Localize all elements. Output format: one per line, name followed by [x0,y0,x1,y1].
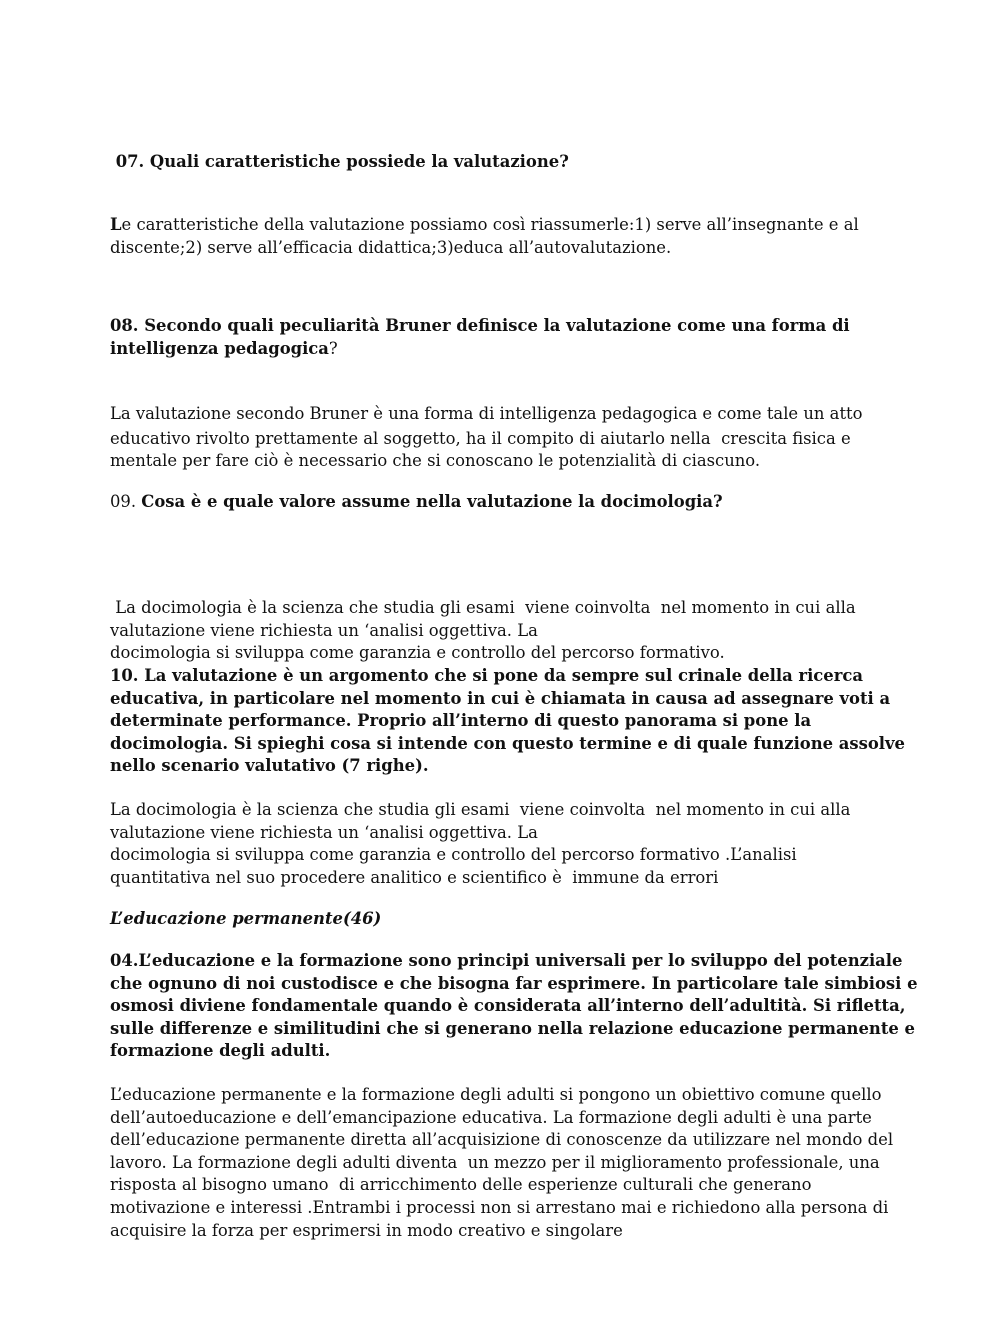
answer-10-line: valutazione viene richiesta un ‘analisi oggettiva. La [110,822,538,842]
question-04-line: 04.L’educazione e la formazione sono principi universali per lo sviluppo del potenziale [110,951,903,970]
question-08-mark: ? [328,338,338,358]
section-heading [110,908,900,931]
question-07 [110,151,900,174]
answer-09-line: valutazione viene richiesta un ‘analisi oggettiva. La [110,620,538,640]
answer-09-line: La docimologia è la scienza che studia gli esami viene coinvolta nel momento in cui alla [110,598,856,617]
question-10-line: docimologia. Si spieghi cosa si intende con questo termine e di quale funzione assolve [110,733,905,753]
section-heading-text: L’educazione permanente(46) [110,909,382,928]
question-04-line: formazione degli adulti. [110,1041,331,1061]
answer-04-line: lavoro. La formazione degli adulti diventa un mezzo per il miglioramento professionale, una [110,1152,880,1172]
answer-10-line: docimologia si sviluppa come garanzia e controllo del percorso formativo .L’analisi [110,845,797,865]
answer-07-line-2: discente;2) serve all’efficacia didattica;3)educa all’autovalutazione. [110,237,672,257]
question-10-line: determinate performance. Proprio all’interno di questo panorama si pone la [110,711,812,731]
answer-10-line: quantitativa nel suo procedere analitico e scientifico è immune da errori [110,867,719,887]
question-08-line-2 [110,338,900,361]
question-10 [110,665,905,778]
answer-08-line: mentale per fare ciò è necessario che si conoscano le potenzialità di ciascuno. [110,451,761,471]
answer-04-line: dell’educazione permanente diretta all’acquisizione di conoscenze da utilizzare nel mondo del [110,1130,894,1150]
question-09-text: Cosa è e quale valore assume nella valutazione la docimologia? [141,492,723,511]
question-10-line: nello scenario valutativo (7 righe). [110,756,429,776]
answer-09-line: docimologia si sviluppa come garanzia e controllo del percorso formativo. [110,643,725,663]
question-10-line: educativa, in particolare nel momento in cui è chiamata in causa ad assegnare voti a [110,688,891,708]
answer-09 [110,597,900,665]
question-07-text: 07. Quali caratteristiche possiede la valutazione? [110,152,569,171]
answer-04-line: dell’autoeducazione e dell’emancipazione educativa. La formazione degli adulti è una parte [110,1107,872,1127]
question-04 [110,950,918,1063]
answer-04-line: risposta al bisogno umano di arricchimento delle esperienze culturali che generano [110,1175,812,1195]
question-08-line-2-bold: intelligenza pedagogica [110,338,329,358]
question-09-number: 09. [110,492,142,511]
question-04-line: osmosi diviene fondamentale quando è considerata all’interno dell’adultità. Si rifletta, [110,996,906,1016]
question-09 [110,491,900,514]
answer-04 [110,1084,900,1242]
question-08-line-1: 08. Secondo quali peculiarità Bruner definisce la valutazione come una forma di [110,316,850,335]
answer-08-line: La valutazione secondo Bruner è una forma di intelligenza pedagogica e come tale un atto [110,404,863,423]
answer-07 [110,214,900,259]
answer-07-line-1 [110,214,900,237]
answer-04-line: motivazione e interessi .Entrambi i processi non si arrestano mai e richiedono alla persona di [110,1197,889,1217]
question-08 [110,315,900,360]
answer-04-line: L’educazione permanente e la formazione degli adulti si pongono un obiettivo comune quello [110,1085,882,1104]
answer-10 [110,799,900,889]
answer-04-line: acquisire la forza per esprimersi in modo creativo e singolare [110,1220,623,1240]
answer-07-line-1-text: e caratteristiche della valutazione possiamo così riassumerle:1) serve all’insegnante e al [121,215,859,234]
question-04-line: sulle differenze e similitudini che si generano nella relazione educazione permanente e [110,1018,915,1038]
answer-07-initial: L [110,215,122,234]
question-04-line: che ognuno di noi custodisce e che bisogna far esprimere. In particolare tale simbiosi e [110,973,918,993]
answer-10-line: La docimologia è la scienza che studia gli esami viene coinvolta nel momento in cui alla [110,800,851,819]
question-09-line [110,491,900,514]
answer-08-line: educativo rivolto prettamente al soggetto, ha il compito di aiutarlo nella crescita fisica e [110,428,851,448]
question-10-line: 10. La valutazione è un argomento che si pone da sempre sul crinale della ricerca [110,666,863,685]
answer-08 [110,403,900,473]
